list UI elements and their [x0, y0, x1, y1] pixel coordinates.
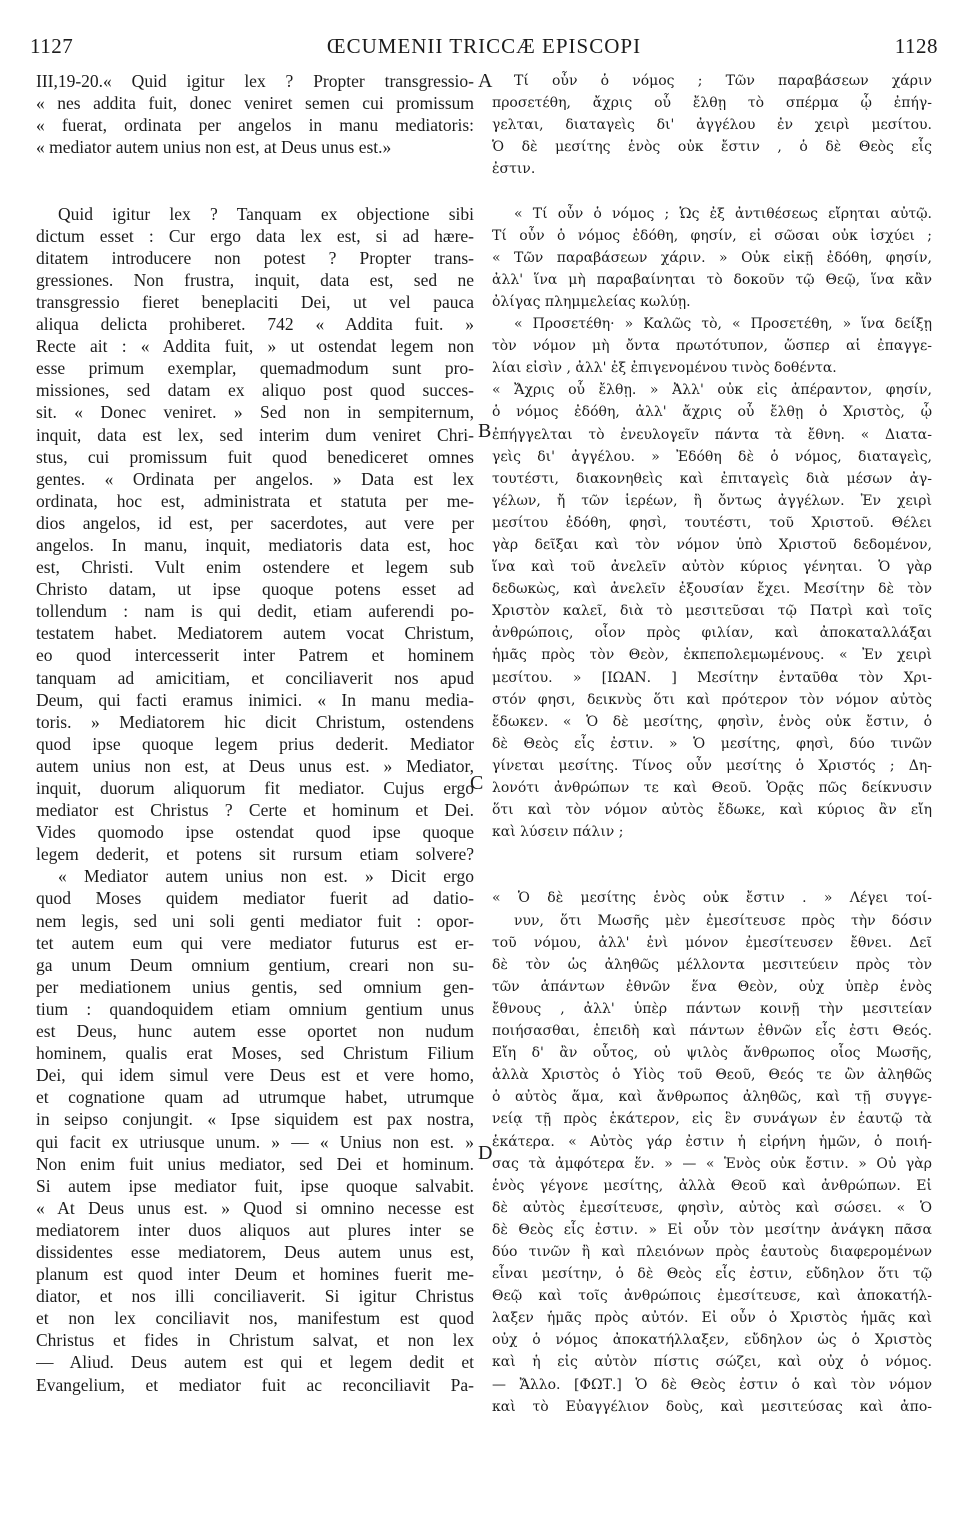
latin-text-line: quod Moses quidem mediator fuerit ad datio- — [36, 888, 474, 909]
latin-text-line: Deum, qui facti eramus inimici. « In manu media- — [36, 689, 474, 710]
greek-text-line: καὶ τὸ Εὐαγγέλιον δοὺς, καὶ μεσιτεύσας καὶ ἀπο- — [492, 1398, 932, 1415]
greek-text-line: καὶ ἡ εἰς αὐτὸν πίστις σώζει, καὶ οὐχ ὁ νόμος. — [492, 1354, 932, 1371]
latin-text-line: eo quod intercesserit inter Patrem et hominem — [36, 645, 474, 666]
greek-text-line: « Ἄχρις οὗ ἔλθῃ. » Ἀλλ' οὐκ εἰς ἀπέραντον, φησίν, — [492, 382, 932, 399]
latin-text-line: inquit, duorum aliquorum fit mediator. Cujus ergo — [36, 778, 474, 798]
greek-text-line: ὁ νόμος ἐδόθη, ἀλλ' ἄχρις οὗ ἔλθῃ ὁ Χριστὸς, ᾧ — [492, 404, 932, 421]
greek-text-line: τὸν νόμον μὴ ὄντα πρωτότυπον, ὥσπερ αἱ ἐπαγγε- — [492, 338, 932, 355]
page-header — [30, 34, 938, 64]
latin-text-line: gressiones. Non frustra, inquit, data est, sed ne — [36, 269, 474, 290]
latin-text-line: mediatorem inter duos aliquos aut plures inter se — [36, 1219, 474, 1240]
greek-text-line: δὲ τὸν ὡς ἀληθῶς μέλλοντα μεσιτεύειν πρὸς τὸν — [492, 956, 932, 973]
page-number-right: 1128 — [894, 34, 938, 58]
latin-text-line: est Deus, hunc autem esse oportet non nudum — [36, 1021, 474, 1042]
greek-text-line: ὀλίγας πλημμελείας κωλύῃ. — [492, 293, 691, 310]
latin-text-line: angelos. In manu, inquit, mediatoris data est, hoc — [36, 534, 474, 555]
greek-text-line: γελται, διαταγεὶς δι' ἀγγέλου ἐν χειρὶ μεσίτου. — [492, 117, 932, 134]
greek-text-line: ἡμᾶς πρὸς τὸν Θεὸν, ἐκπεπολεμωμένους. « Ἐν χειρὶ — [492, 647, 932, 664]
greek-text-line: γέλων, ἤ τῶν ἱερέων, ἢ ὄντως ἀγγέλων. Ἐν χειρὶ — [492, 492, 932, 509]
latin-text-line: est, Christi. Vult enim ostendere et legem sub — [36, 557, 474, 578]
greek-text-line: ἀνθρώποις, οἷον πρὸς φιλίαν, καὶ ἀποκαταλλάξαι — [492, 625, 932, 642]
latin-text-line: autem unius non est, at Deus unus est. » Mediator, — [36, 755, 474, 776]
latin-text-line: gentes. « Ordinata per angelos. » Data est lex — [36, 468, 474, 489]
latin-text-line: ditatem introducere non potest ? Propter trans- — [36, 247, 474, 268]
greek-text-line: γὰρ δεῖξαι καὶ τὸν νόμον ὑπὸ Χριστοῦ δεδομένον, — [492, 536, 932, 553]
greek-text-line: ἐστιν. — [492, 161, 536, 178]
latin-text-line: Si autem ipse mediator fuit, ipse quoque salvabit. — [36, 1175, 474, 1196]
greek-text-spacer — [492, 843, 932, 865]
greek-text-line: δεδωκὼς, καὶ ἀνελεῖν ἐξουσίαν ἔχει. Μεσίτην δὲ τὸν — [492, 581, 932, 598]
latin-text-line: diator, et nos illi conciliaverit. Si igitur Christus — [36, 1286, 474, 1307]
greek-text-line: — Ἄλλο. [ΦΩΤ.] Ὁ δὲ Θεὸς ἐστιν ὁ καὶ τὸν νόμον — [492, 1376, 932, 1393]
latin-text-line: ordinata, hoc est, administrata et statuta per me- — [36, 490, 474, 511]
greek-text-line: σας τὰ ἀμφότερα ἕν. » — « Ἑνὸς οὐκ ἔστιν. » Οὐ γὰρ — [492, 1155, 932, 1172]
greek-text-line: ἐπήγγελται τὸ ἐνευλογεῖν πάντα τὰ ἔθνη. « Διατα- — [492, 426, 932, 443]
greek-text-line: λαξεν ἡμᾶς πρὸς αὐτόν. Εἰ οὖν ὁ Χριστὸς ἡμᾶς καὶ — [492, 1310, 932, 1327]
latin-text-line: Christo datam, ut ipse quoque potens esset ad — [36, 579, 474, 600]
latin-text-line: III,19-20.« Quid igitur lex ? Propter transgressio- — [36, 71, 474, 91]
latin-text-line: « mediator autem unius non est, at Deus unus est.» — [36, 137, 392, 158]
greek-text-line: Θεῷ καὶ τοῖς ἀνθρώποις ἐμεσίτευσε, καὶ ἀποκατήλ- — [492, 1288, 932, 1305]
greek-text-spacer — [492, 865, 932, 887]
latin-text-line: planum est quod inter Deum et homines fuerit me- — [36, 1264, 474, 1285]
latin-text-line: testatem habet. Mediatorem autem vocat Christum, — [36, 623, 474, 644]
latin-text-line: transgressio fieret beneplaciti Dei, ut vel pauca — [36, 291, 474, 312]
latin-text-line: Christus et fides in Christum salvat, et non lex — [36, 1330, 474, 1351]
greek-text-line: ὁ αὐτὸς ἅμα, καὶ ἄνθρωπος ἀληθῶς, καὶ τῇ συγγε- — [492, 1089, 932, 1106]
latin-text-line: dissidentes esse mediatorem, Deus autem unus est, — [36, 1241, 474, 1262]
greek-text-line: ποιήσασθαι, ἐπειδὴ καὶ πάντων ἐθνῶν εἷς ἐστι Θεός. — [492, 1023, 932, 1040]
greek-text-line: δὲ αὐτὸς ἐμεσίτευσε, φησὶν, αὐτὸς καὶ σώσει. « Ὁ — [492, 1199, 932, 1216]
latin-text-line: « Mediator autem unius non est. » Dicit ergo — [58, 866, 474, 887]
greek-text-line: γίνεται μεσίτης. Τίνος οὖν μεσίτης ὁ Χριστός ; Δη- — [492, 757, 932, 774]
greek-text-line: Τί οὖν ὁ νόμος ; Τῶν παραβάσεων χάριν — [514, 73, 932, 89]
latin-text-line: inquit, data est lex, sed interim dum veniret Chri- — [36, 424, 474, 445]
greek-text-line: νυν, ὅτι Μωσῆς μὲν ἐμεσίτευσε πρὸς τὴν δόσιν — [514, 912, 932, 929]
latin-text-line: missiones, sed datam ex aliquo post quod succes- — [36, 380, 474, 401]
greek-text-line: τοῦ νόμου, ἀλλ' ἑνὶ μόνον ἐμεσίτευσεν ἔθνει. Δεῖ — [492, 934, 932, 951]
latin-text-line: Vides quomodo ipse ostendat quod ipse quoque — [36, 822, 474, 843]
running-title: ŒCUMENII TRICCÆ EPISCOPI — [326, 34, 642, 58]
greek-text-line: « Τῶν παραβάσεων χάριν. » Οὐκ εἰκῇ ἐδόθη, φησίν, — [492, 249, 932, 266]
greek-text-spacer — [492, 180, 932, 202]
latin-text-line: quod ipse quoque legem prius dederit. Mediator — [36, 733, 474, 754]
latin-text-line: tet autem eum qui vere mediator futurus est er- — [36, 932, 474, 953]
latin-text-line: « fuerat, ordinata per angelos in manu mediatoris: — [36, 115, 474, 136]
margin-marker-b: B — [478, 420, 492, 442]
greek-text-line: ἔθνους , ἀλλ' ὑπὲρ πάντων κοινῇ τὴν μεσιτείαν — [492, 1000, 932, 1017]
latin-text-line: legem dederit, et potens sit rursum etiam solvere? — [36, 844, 474, 865]
greek-text-line: εἶναι μεσίτην, ὁ δὲ Θεὸς εἷς ἐστιν, εὔδηλον ὅτι τῷ — [492, 1266, 932, 1283]
greek-text-line: λονότι ἀνθρώπων τε καὶ Θεοῦ. Ὁρᾷς πῶς δείκνυσιν — [492, 780, 932, 796]
latin-text-line: sit. « Donec veniret. » Sed non in sempiternum, — [36, 402, 474, 423]
margin-marker-c: C — [470, 772, 484, 794]
greek-text-line: « Ὁ δὲ μεσίτης ἑνὸς οὐκ ἔστιν . » Λέγει τοί- — [492, 890, 932, 907]
latin-text-line: mediator est Christus ? Certe et hominum et Dei. — [36, 800, 474, 821]
latin-text-line: Evangelium, et mediator fuit ac reconciliavit Pa- — [36, 1374, 474, 1395]
latin-text-line: Dei, qui idem simul vere Deus est et vere homo, — [36, 1065, 474, 1086]
greek-text-line: « Τί οὖν ὁ νόμος ; Ὡς ἐξ ἀντιθέσεως εἴρηται αὐτῷ. — [514, 205, 932, 222]
greek-text-line: ὅτι καὶ τὸν νόμον αὐτὸς ἔδωκε, καὶ κύριος ἂν εἴη — [492, 802, 932, 819]
greek-text-line: στόν φησι, δεικνὺς ὅτι καὶ πρότερον τὸν νόμον αὐτὸς — [492, 691, 932, 708]
latin-column — [36, 70, 474, 1396]
greek-text-line: τουτέστι, διακονηθεὶς καὶ ἐπιταγεὶς διὰ μέσων ἀγ- — [492, 470, 932, 487]
greek-text-line: Ὁ δὲ μεσίτης ἑνὸς οὐκ ἔστιν , ὁ δὲ Θεὸς εἷς — [492, 139, 932, 156]
latin-text-line: tanquam ad amicitiam, et conciliaverit nos apud — [36, 667, 474, 688]
greek-text-line: τῶν ἁπάντων ἐθνῶν ἕνα Θεὸν, οὐχ ὑπὲρ ἑνὸς — [492, 978, 932, 995]
greek-text-line: οὐχ ὁ νόμος ἀποκατήλλαξεν, εὔδηλον ὡς ὁ Χριστὸς — [492, 1332, 932, 1349]
greek-text-line: ἀλλὰ Χριστὸς ὁ Υἱὸς τοῦ Θεοῦ, Θεός τε ὢν ἀληθῶς — [492, 1067, 932, 1084]
greek-text-line: « Προσετέθη· » Καλῶς τὸ, « Προσετέθη, » ἵνα δείξῃ — [514, 316, 932, 333]
greek-text-line: ἀλλ' ἵνα μὴ παραβαίνηται τὸ δοκοῦν τῷ Θεῷ, ἵνα κἂν — [492, 271, 932, 288]
latin-text-line: aliqua delicta prohiberet. 742 « Addita fuit. » — [36, 314, 474, 335]
latin-text-line: esse primum exemplar, quemadmodum sunt pro- — [36, 358, 474, 379]
latin-text-line: Non enim fuit unius mediator, sed Dei et hominum. — [36, 1153, 474, 1174]
greek-text-line: Τί οὖν ὁ νόμος ἐδόθη, φησίν, εἰ σῶσαι οὐκ ἰσχύει ; — [492, 227, 932, 244]
page-number-left: 1127 — [30, 34, 74, 58]
greek-text-line: ἔδωκεν. « Ὁ δὲ μεσίτης, φησὶν, ἑνὸς οὐκ ἔστιν, ὁ — [492, 713, 932, 730]
latin-text-line: dios angelos, id est, per sacerdotes, aut vere per — [36, 512, 474, 533]
margin-marker-d: D — [478, 1142, 493, 1164]
greek-text-line: Χριστὸν καλεῖ, διὰ τὸ μεσιτεῦσαι τῷ Πατρὶ καὶ τοῖς — [492, 603, 932, 620]
latin-text-spacer — [36, 158, 474, 180]
latin-text-line: stus, cui promissum fuit quod benediceret omnes — [36, 446, 474, 467]
greek-column — [492, 70, 932, 1418]
greek-text-line: καὶ λύσειν πάλιν ; — [492, 824, 624, 841]
latin-text-spacer — [36, 180, 474, 202]
latin-text-line: ga unum Deum omnium gentium, creari non su- — [36, 954, 474, 975]
latin-text-line: per mediationem unius gentis, sed omnium gen- — [36, 976, 474, 997]
greek-text-line: ἑνὸς γέγονε μεσίτης, ἀλλὰ Θεοῦ καὶ ἀνθρώπων. Εἰ — [492, 1177, 932, 1194]
latin-text-line: « At Deus unus est. » Quod si omnino necesse est — [36, 1197, 474, 1218]
greek-text-line: δύο τινῶν ἢ καὶ πλειόνων πρὸς ἑαυτοὺς διαφερομένων — [492, 1243, 932, 1260]
latin-text-line: hominem, qualis erat Moses, sed Christum Filium — [36, 1043, 474, 1064]
greek-text-line: προσετέθη, ἄχρις οὗ ἔλθῃ τὸ σπέρμα ᾧ ἐπήγ- — [492, 95, 932, 112]
latin-text-line: in seipso conjungit. « Ipse siquidem est pax nostra, — [36, 1109, 474, 1130]
margin-marker-a: A — [478, 70, 493, 92]
latin-text-line: tium : quandoquidem etiam omnium gentium unus — [36, 998, 474, 1019]
latin-text-line: tollendum : nam is qui dedit, etiam auferendi po- — [36, 601, 474, 622]
greek-text-line: δὲ Θεὸς εἷς ἐστιν. » Εἰ οὖν τὸν μεσίτην ἀνάγκη πᾶσα — [492, 1221, 932, 1238]
greek-text-line: ἵνα καὶ τοῦ ἀνελεῖν αὐτὸν κύριος γένηται. Ὁ γὰρ — [492, 559, 932, 576]
greek-text-line: δὲ Θεὸς εἷς ἐστιν. » Ὁ μεσίτης, φησὶ, δύο τινῶν — [492, 735, 932, 752]
latin-text-line: Recte ait : « Addita fuit, » ut ostendat legem non — [36, 336, 474, 357]
greek-text-line: λίαι εἰσὶν , ἀλλ' ἐξ ἐπιγενομένου τινὸς δοθέντα. — [492, 360, 837, 377]
greek-text-line: μεσίτου ἐδόθη, φησὶ, τουτέστι, τοῦ Χριστοῦ. Θέλει — [492, 514, 932, 531]
latin-text-line: nem legis, sed uni soli genti mediator fuit : opor- — [36, 910, 474, 931]
latin-text-line: dictum esset : Cur ergo data lex est, si ad hære- — [36, 225, 474, 246]
latin-text-line: Quid igitur lex ? Tanquam ex objectione sibi — [58, 203, 474, 224]
latin-text-line: — Aliud. Deus autem est qui et legem dedit et — [36, 1352, 474, 1373]
latin-text-line: toris. » Mediatorem hic dicit Christum, ostendens — [36, 711, 474, 732]
latin-text-line: et non lex conciliavit nos, manifestum est quod — [36, 1308, 474, 1329]
latin-text-line: et cognatione quam ad utrumque habet, utrumque — [36, 1087, 474, 1108]
greek-text-line: ἑκάτερα. « Αὐτὸς γάρ ἐστιν ἡ εἰρήνη ἡμῶν, ὁ ποιή- — [492, 1133, 932, 1150]
greek-text-line: Εἴη δ' ἂν οὗτος, οὐ ψιλὸς ἄνθρωπος οἷος Μωσῆς, — [492, 1045, 932, 1062]
latin-text-line: qui facit ex utriusque unum. » — « Unius non est. » — [36, 1131, 474, 1152]
greek-text-line: νείᾳ τῇ πρὸς ἑκάτερον, εἰς ἓν συνάγων ἐν ἑαυτῷ τὰ — [492, 1111, 932, 1128]
latin-text-line: « nes addita fuit, donec veniret semen cui promissum — [36, 93, 474, 114]
greek-text-line: γεὶς δι' ἀγγέλου. » Ἐδόθη δὲ ὁ νόμος, διαταγεὶς, — [492, 448, 932, 465]
greek-text-line: μεσίτου. » [ΙΩΑΝ. ] Μεσίτην ἐνταῦθα τὸν Χρι- — [492, 669, 932, 686]
